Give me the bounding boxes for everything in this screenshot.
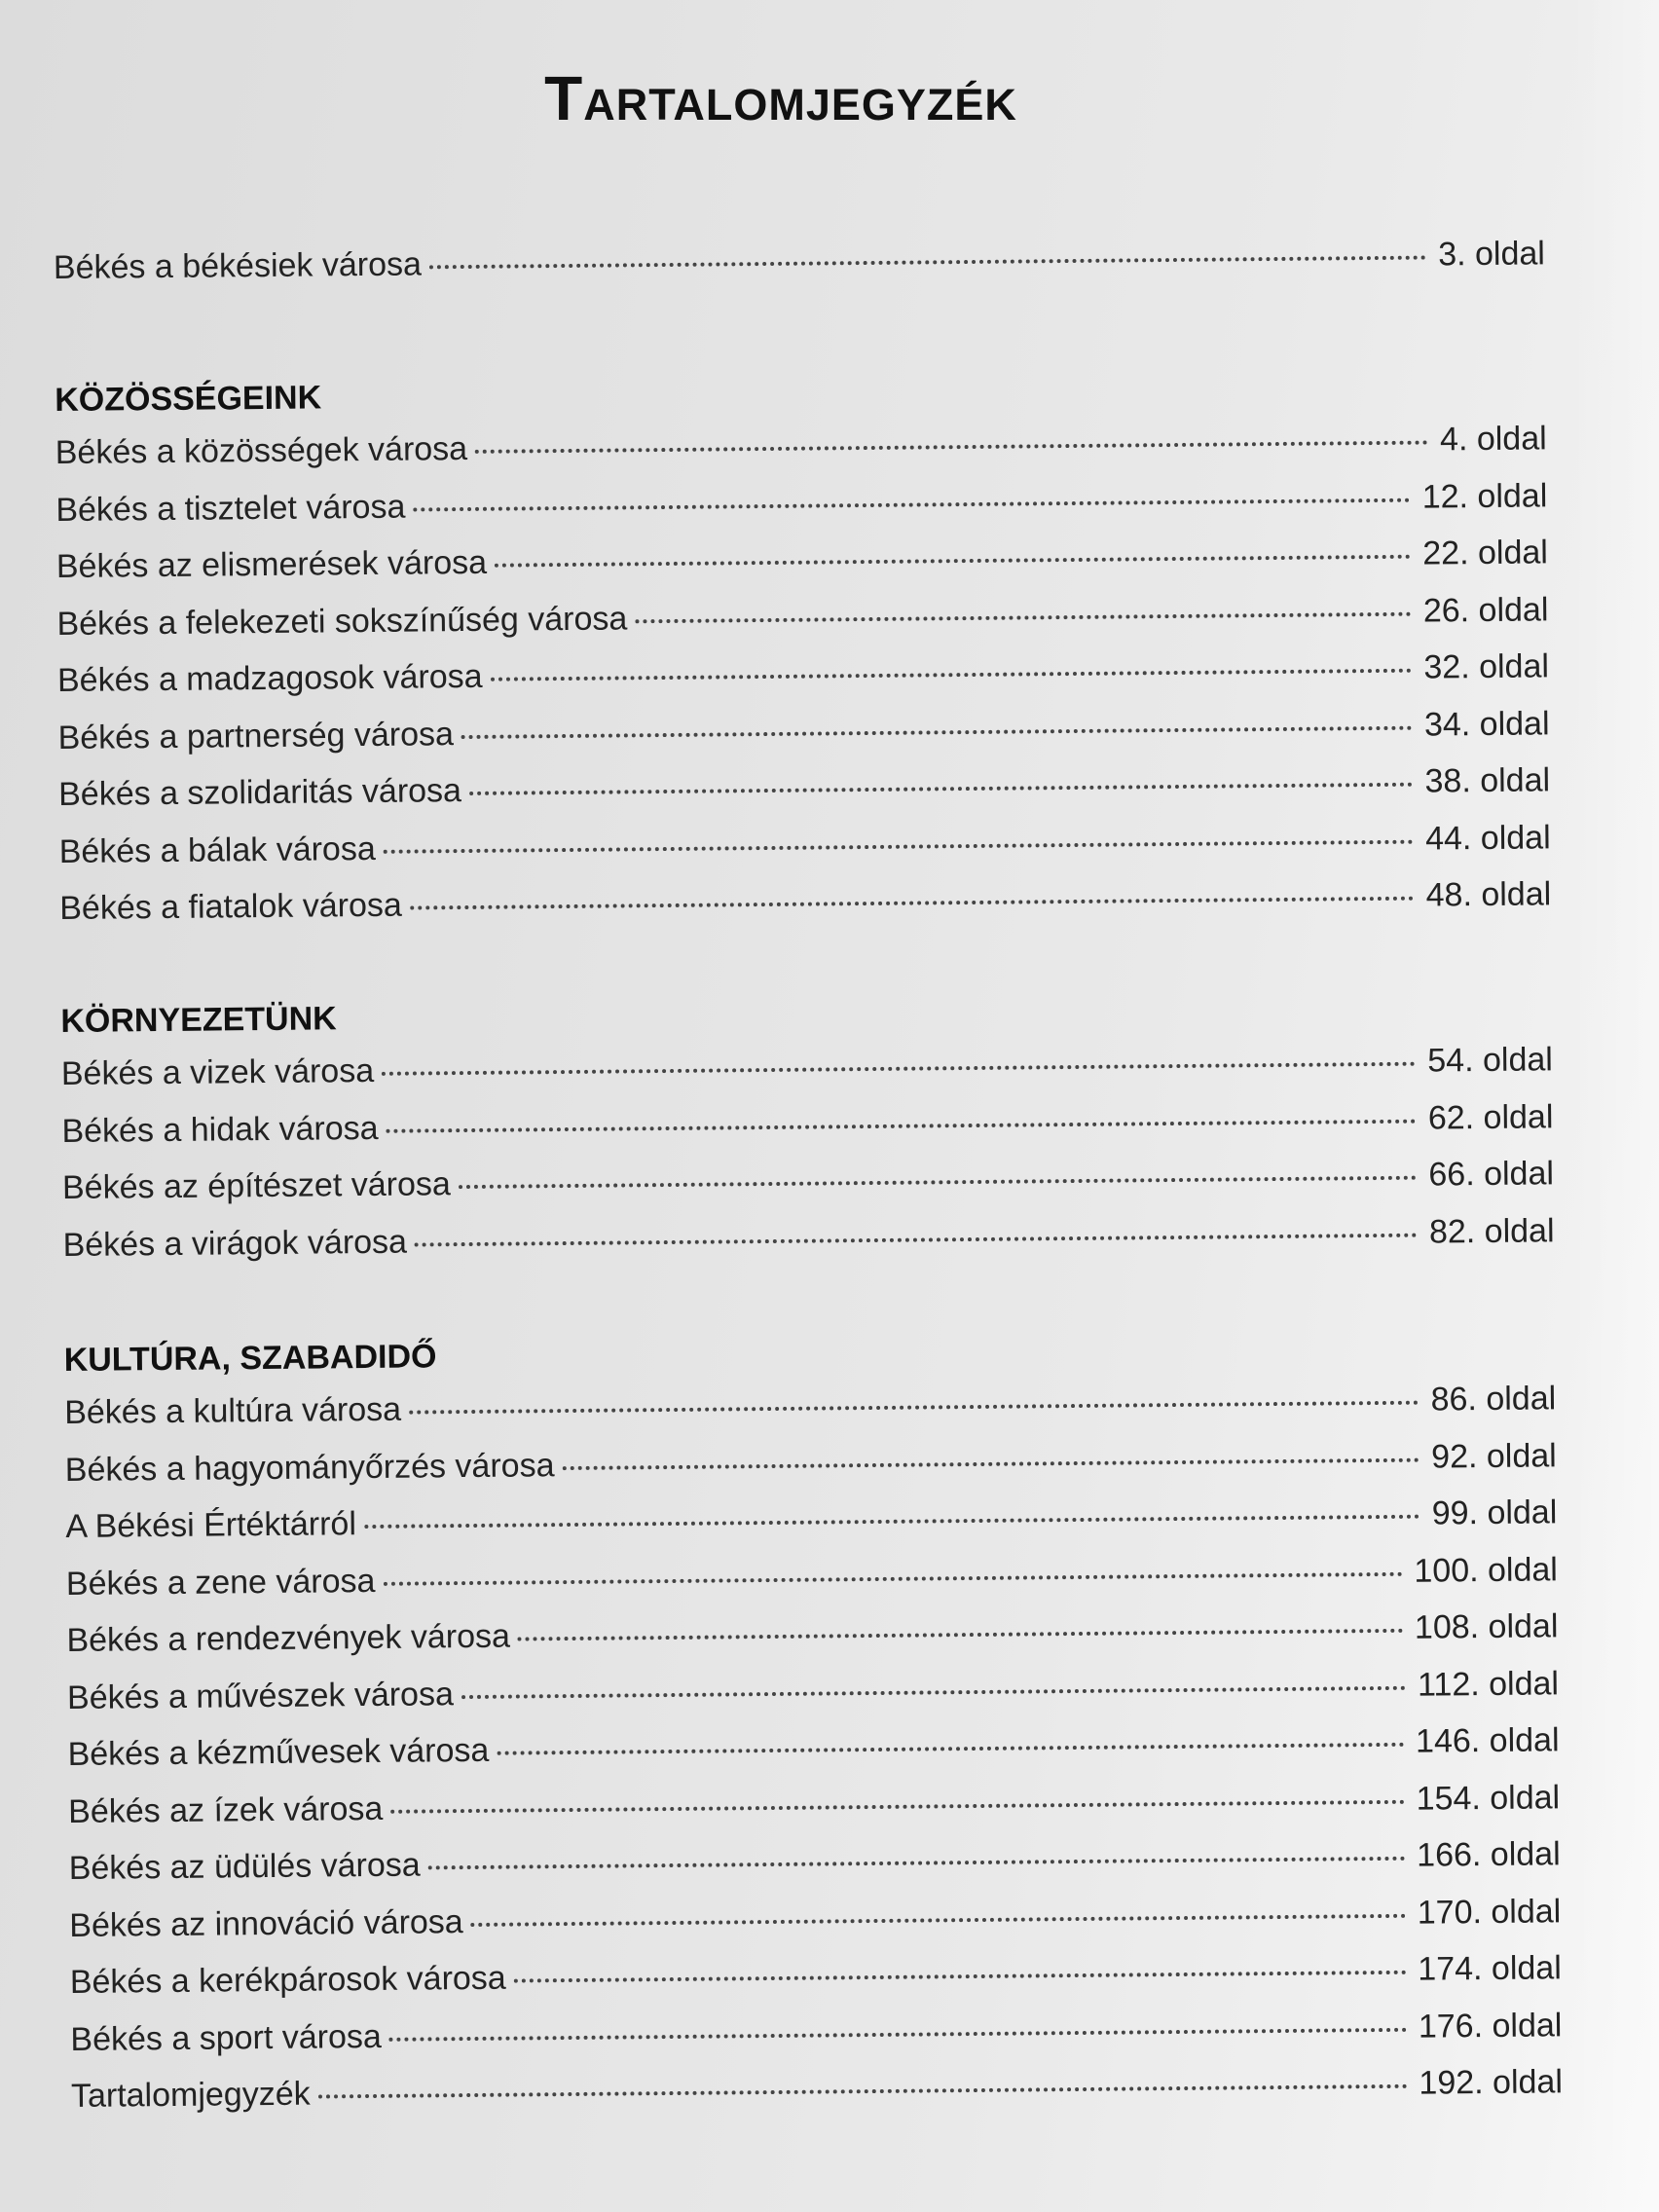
toc-entry-label: Tartalomjegyzék — [70, 2075, 311, 2115]
toc-entry-label: Békés a felekezeti sokszínűség városa — [56, 599, 628, 643]
toc-intro — [54, 235, 1545, 306]
toc-entry-label: Békés az elismerések városa — [55, 543, 488, 586]
dot-leader — [364, 1515, 1420, 1529]
dot-leader — [410, 897, 1415, 910]
dot-leader — [461, 1685, 1406, 1698]
toc-entry-page: 146. oldal — [1415, 1721, 1560, 1760]
dot-leader — [469, 783, 1414, 795]
dot-leader — [491, 669, 1413, 682]
toc-entry-page: 176. oldal — [1418, 2006, 1563, 2046]
toc-entry-label: Békés a szolidaritás városa — [57, 772, 462, 814]
dot-leader — [387, 1119, 1417, 1132]
dot-leader — [514, 1971, 1407, 1983]
dot-leader — [383, 1571, 1402, 1585]
dot-leader — [471, 1913, 1406, 1926]
toc-entry-label: Békés a bálak városa — [58, 830, 376, 870]
toc-entry-label: Békés a kézművesek városa — [67, 1731, 490, 1773]
toc-entry-label: Békés a virágok városa — [62, 1223, 408, 1264]
toc-entry-label: Békés a kerékpárosok városa — [69, 1959, 506, 2001]
toc-entry-label: Békés a rendezvények városa — [66, 1617, 511, 1659]
dot-leader — [318, 2084, 1408, 2099]
page-title: Tartalomjegyzék — [544, 63, 1017, 133]
dot-leader — [390, 1799, 1404, 1813]
toc-entry-page: 54. oldal — [1427, 1041, 1554, 1080]
toc-entry-page: 34. oldal — [1423, 704, 1550, 744]
dot-leader — [389, 2027, 1407, 2041]
toc-entry-label: Békés a sport városa — [70, 2017, 382, 2058]
toc-entry-page: 22. oldal — [1422, 534, 1549, 572]
toc-entry-label: Békés az innováció városa — [69, 1902, 463, 1944]
toc-entry[interactable] — [54, 235, 1545, 306]
toc-entry-page: 92. oldal — [1431, 1436, 1557, 1476]
toc-entry-label: Békés a kultúra városa — [64, 1390, 402, 1431]
toc-entry-page: 4. oldal — [1439, 420, 1547, 459]
toc-entry-page: 174. oldal — [1418, 1949, 1562, 1988]
dot-leader — [475, 441, 1428, 454]
toc-entry-label: Békés a partnerség városa — [57, 715, 455, 756]
dot-leader — [459, 1176, 1418, 1189]
toc-entry-page: 100. oldal — [1414, 1550, 1559, 1590]
toc-entry-label: Békés a békésiek városa — [53, 245, 423, 287]
toc-entry-page: 32. oldal — [1423, 647, 1550, 686]
toc-entry-page: 12. oldal — [1421, 476, 1548, 516]
toc-entry-page: 66. oldal — [1428, 1155, 1555, 1194]
dot-leader — [384, 839, 1414, 853]
toc-entry-page: 112. oldal — [1417, 1664, 1560, 1704]
toc-entry-label: Békés a hidak városa — [61, 1109, 379, 1150]
section-heading: KÖRNYEZETÜNK — [60, 1000, 337, 1041]
toc-entry-page: 154. oldal — [1416, 1778, 1561, 1818]
toc-section-kornyezetunk — [60, 988, 1555, 1283]
dot-leader — [461, 725, 1413, 738]
dot-leader — [415, 1233, 1418, 1246]
toc-entry-page: 44. oldal — [1424, 818, 1551, 858]
toc-entry-label: Békés a tisztelet városa — [55, 488, 406, 529]
toc-entry-page: 3. oldal — [1438, 235, 1546, 274]
toc-entry-page: 26. oldal — [1422, 590, 1549, 630]
toc-section-kultura-szabadido — [64, 1327, 1564, 2134]
dot-leader — [518, 1629, 1403, 1641]
toc-entry-page: 48. oldal — [1425, 875, 1552, 914]
toc-entry-label: Békés a zene városa — [65, 1562, 376, 1603]
toc-entry-page: 62. oldal — [1427, 1097, 1554, 1137]
toc-entry-page: 99. oldal — [1431, 1493, 1558, 1532]
toc-entry-page: 170. oldal — [1417, 1892, 1562, 1932]
toc-entry-label: Békés a vizek városa — [60, 1051, 375, 1093]
toc-entry-page: 38. oldal — [1424, 761, 1551, 800]
dot-leader — [429, 256, 1426, 270]
toc-entry-label: Békés a madzagosok városa — [56, 657, 483, 700]
dot-leader — [635, 611, 1412, 623]
dot-leader — [428, 1857, 1406, 1870]
toc-entry-page: 82. oldal — [1428, 1211, 1555, 1251]
dot-leader — [413, 498, 1410, 511]
toc-entry-label: Békés a fiatalok városa — [59, 886, 402, 928]
toc-entry-label: Békés az üdülés városa — [68, 1846, 421, 1887]
toc-entry-label: A Békési Értéktárról — [65, 1505, 357, 1545]
toc-entry-page: 192. oldal — [1419, 2063, 1564, 2102]
toc-entry-label: Békés a hagyományőrzés városa — [64, 1446, 555, 1489]
toc-entry-page: 108. oldal — [1414, 1607, 1559, 1646]
dot-leader — [563, 1457, 1420, 1469]
toc-entry-label: Békés a közösségek városa — [55, 429, 468, 472]
dot-leader — [409, 1401, 1419, 1415]
toc-entry-label: Békés az ízek városa — [67, 1789, 384, 1830]
section-heading: KULTÚRA, SZABADIDŐ — [63, 1338, 437, 1379]
toc-entry-page: 166. oldal — [1417, 1835, 1561, 1874]
toc-entry-page: 86. oldal — [1430, 1380, 1557, 1419]
toc-entry-label: Békés a művészek városa — [66, 1675, 455, 1716]
toc-entry-label: Békés az építészet városa — [61, 1165, 451, 1207]
toc-section-kozossegeink — [55, 367, 1552, 946]
dot-leader — [497, 1743, 1404, 1755]
section-heading: KÖZÖSSÉGEINK — [55, 379, 322, 420]
dot-leader — [382, 1062, 1416, 1076]
dot-leader — [495, 555, 1411, 568]
